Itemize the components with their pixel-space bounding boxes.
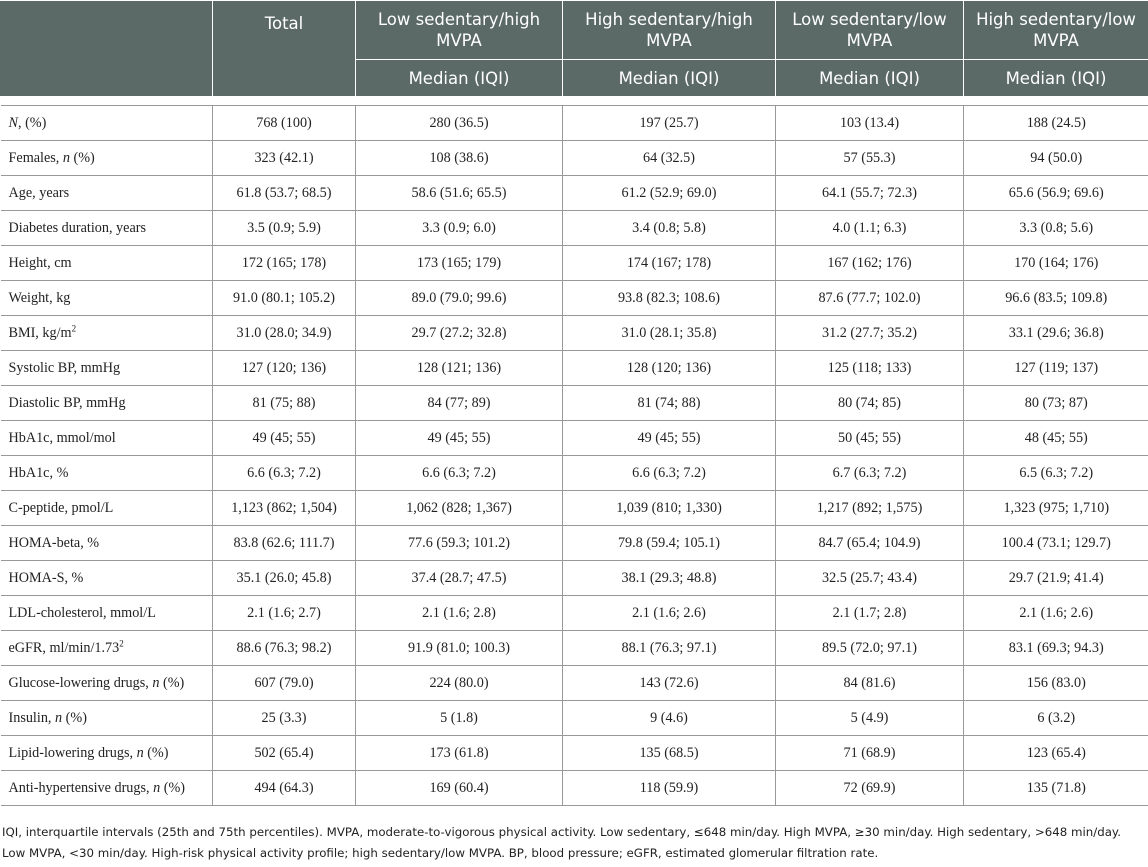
row-label-text: Diabetes duration, years (8, 219, 146, 236)
table-cell: 84.7 (65.4; 104.9) (776, 526, 964, 561)
table-cell: 174 (167; 178) (563, 246, 776, 281)
table-cell: 32.5 (25.7; 43.4) (776, 561, 964, 596)
table-cell: 81 (75; 88) (213, 386, 356, 421)
table-cell: 173 (165; 179) (356, 246, 563, 281)
table-cell: 31.2 (27.7; 35.2) (776, 316, 964, 351)
table-row (1, 386, 1148, 421)
row-label-suffix: (%) (159, 674, 185, 691)
table-cell: 6.7 (6.3; 7.2) (776, 456, 964, 491)
row-label (1, 316, 213, 351)
row-label (1, 526, 213, 561)
header-sub-1: Median (IQI) (356, 60, 563, 97)
table-row (1, 526, 1148, 561)
table-cell: 6 (3.2) (964, 701, 1148, 736)
header-group-4: High sedentary/low MVPA (964, 1, 1148, 60)
table-cell: 173 (61.8) (356, 736, 563, 771)
table-row (1, 281, 1148, 316)
table-cell: 5 (4.9) (776, 701, 964, 736)
table-cell: 37.4 (28.7; 47.5) (356, 561, 563, 596)
row-label-text: Anti-hypertensive drugs, (8, 779, 154, 796)
header-group-2: High sedentary/high MVPA (563, 1, 776, 60)
row-label-superscript: 2 (119, 637, 124, 648)
row-label-italic: n (152, 674, 160, 691)
table-cell: 61.8 (53.7; 68.5) (213, 176, 356, 211)
table-row (1, 736, 1148, 771)
table-cell: 29.7 (27.2; 32.8) (356, 316, 563, 351)
table-cell: 3.3 (0.8; 5.6) (964, 211, 1148, 246)
table-cell: 6.6 (6.3; 7.2) (213, 456, 356, 491)
table-cell: 127 (120; 136) (213, 351, 356, 386)
table-cell: 128 (120; 136) (563, 351, 776, 386)
table-cell: 108 (38.6) (356, 141, 563, 176)
table-cell: 80 (74; 85) (776, 386, 964, 421)
row-label-text: BMI, kg/m (8, 324, 72, 341)
header-sub-4: Median (IQI) (964, 60, 1148, 97)
row-label-suffix: (%) (69, 149, 95, 166)
table-cell: 83.8 (62.6; 111.7) (213, 526, 356, 561)
table-cell: 2.1 (1.7; 2.8) (776, 596, 964, 631)
table-row (1, 596, 1148, 631)
table-cell: 167 (162; 176) (776, 246, 964, 281)
row-label (1, 736, 213, 771)
row-label-text: Weight, kg (8, 289, 71, 306)
table-cell: 502 (65.4) (213, 736, 356, 771)
row-label-text: Females, (8, 149, 63, 166)
table-cell: 607 (79.0) (213, 666, 356, 701)
table-cell: 4.0 (1.1; 6.3) (776, 211, 964, 246)
row-label (1, 701, 213, 736)
table-row (1, 491, 1148, 526)
table-cell: 156 (83.0) (964, 666, 1148, 701)
table-cell: 125 (118; 133) (776, 351, 964, 386)
table-cell: 49 (45; 55) (213, 421, 356, 456)
table-cell: 135 (71.8) (964, 771, 1148, 806)
table-cell: 2.1 (1.6; 2.6) (563, 596, 776, 631)
table-cell: 89.5 (72.0; 97.1) (776, 631, 964, 666)
table-cell: 9 (4.6) (563, 701, 776, 736)
table-cell: 77.6 (59.3; 101.2) (356, 526, 563, 561)
table-cell: 88.6 (76.3; 98.2) (213, 631, 356, 666)
row-label-text: Insulin, (8, 709, 56, 726)
table-row (1, 176, 1148, 211)
table-cell: 31.0 (28.1; 35.8) (563, 316, 776, 351)
table-cell: 3.3 (0.9; 6.0) (356, 211, 563, 246)
table-cell: 91.0 (80.1; 105.2) (213, 281, 356, 316)
table-cell: 100.4 (73.1; 129.7) (964, 526, 1148, 561)
row-label-text: LDL-cholesterol, mmol/L (8, 604, 156, 621)
table-cell: 169 (60.4) (356, 771, 563, 806)
row-label-text: HOMA-beta, % (8, 534, 100, 551)
table-cell: 6.5 (6.3; 7.2) (964, 456, 1148, 491)
table-cell: 1,039 (810; 1,330) (563, 491, 776, 526)
table-cell: 49 (45; 55) (563, 421, 776, 456)
table-cell: 197 (25.7) (563, 106, 776, 141)
table-cell: 72 (69.9) (776, 771, 964, 806)
row-label (1, 386, 213, 421)
table-cell: 93.8 (82.3; 108.6) (563, 281, 776, 316)
row-label (1, 106, 213, 141)
header-total: Total (213, 1, 356, 97)
row-label-text: HOMA-S, % (8, 569, 84, 586)
row-label-text: HbA1c, % (8, 464, 69, 481)
table-cell: 172 (165; 178) (213, 246, 356, 281)
table-row (1, 631, 1148, 666)
row-label (1, 561, 213, 596)
table-cell: 280 (36.5) (356, 106, 563, 141)
table-cell: 6.6 (6.3; 7.2) (563, 456, 776, 491)
table-cell: 94 (50.0) (964, 141, 1148, 176)
table-cell: 3.4 (0.8; 5.8) (563, 211, 776, 246)
row-label (1, 666, 213, 701)
header-sub-2: Median (IQI) (563, 60, 776, 97)
row-label (1, 351, 213, 386)
table-cell: 1,217 (892; 1,575) (776, 491, 964, 526)
table-cell: 494 (64.3) (213, 771, 356, 806)
table-cell: 118 (59.9) (563, 771, 776, 806)
table-row (1, 211, 1148, 246)
table-cell: 2.1 (1.6; 2.7) (213, 596, 356, 631)
table-row (1, 771, 1148, 806)
table-cell: 29.7 (21.9; 41.4) (964, 561, 1148, 596)
table-body (1, 97, 1148, 806)
table-cell: 2.1 (1.6; 2.6) (964, 596, 1148, 631)
table-row (1, 666, 1148, 701)
row-label-italic: n (55, 709, 63, 726)
table-cell: 768 (100) (213, 106, 356, 141)
table-cell: 64.1 (55.7; 72.3) (776, 176, 964, 211)
table-cell: 35.1 (26.0; 45.8) (213, 561, 356, 596)
table-cell: 170 (164; 176) (964, 246, 1148, 281)
table-cell: 31.0 (28.0; 34.9) (213, 316, 356, 351)
table-cell: 5 (1.8) (356, 701, 563, 736)
row-label (1, 246, 213, 281)
table-cell: 2.1 (1.6; 2.8) (356, 596, 563, 631)
row-label-suffix: , (%) (17, 114, 47, 131)
row-label-italic: n (153, 779, 161, 796)
row-label-suffix: (%) (62, 709, 87, 726)
row-label (1, 176, 213, 211)
row-label-text: C-peptide, pmol/L (8, 499, 114, 516)
table-cell: 57 (55.3) (776, 141, 964, 176)
table-cell: 81 (74; 88) (563, 386, 776, 421)
table-header (1, 1, 1148, 97)
table-cell: 25 (3.3) (213, 701, 356, 736)
table-cell: 48 (45; 55) (964, 421, 1148, 456)
row-label (1, 491, 213, 526)
table-cell: 87.6 (77.7; 102.0) (776, 281, 964, 316)
table-cell: 188 (24.5) (964, 106, 1148, 141)
table-cell: 91.9 (81.0; 100.3) (356, 631, 563, 666)
table-cell: 103 (13.4) (776, 106, 964, 141)
row-label-text: Systolic BP, mmHg (8, 359, 121, 376)
row-label (1, 281, 213, 316)
row-label-italic: N (8, 114, 18, 131)
table-cell: 6.6 (6.3; 7.2) (356, 456, 563, 491)
header-gap-row (1, 97, 1148, 106)
table-cell: 135 (68.5) (563, 736, 776, 771)
table-cell: 84 (77; 89) (356, 386, 563, 421)
table-cell: 33.1 (29.6; 36.8) (964, 316, 1148, 351)
header-group-1: Low sedentary/high MVPA (356, 1, 563, 60)
row-label (1, 596, 213, 631)
row-label-suffix: (%) (160, 779, 186, 796)
table-cell: 65.6 (56.9; 69.6) (964, 176, 1148, 211)
row-label-text: Age, years (8, 184, 70, 201)
table-cell: 71 (68.9) (776, 736, 964, 771)
row-label-text: Diastolic BP, mmHg (8, 394, 126, 411)
table-row (1, 701, 1148, 736)
table-cell: 127 (119; 137) (964, 351, 1148, 386)
table-row (1, 421, 1148, 456)
header-group-3: Low sedentary/low MVPA (776, 1, 964, 60)
table-cell: 58.6 (51.6; 65.5) (356, 176, 563, 211)
row-label-suffix: (%) (143, 744, 169, 761)
table-cell: 38.1 (29.3; 48.8) (563, 561, 776, 596)
table-cell: 84 (81.6) (776, 666, 964, 701)
row-label-italic: n (136, 744, 144, 761)
table-cell: 224 (80.0) (356, 666, 563, 701)
row-label-text: Lipid-lowering drugs, (8, 744, 137, 761)
row-label (1, 456, 213, 491)
row-label-text: HbA1c, mmol/mol (8, 429, 116, 446)
table-row (1, 246, 1148, 281)
row-label (1, 211, 213, 246)
table-cell: 96.6 (83.5; 109.8) (964, 281, 1148, 316)
table-cell: 61.2 (52.9; 69.0) (563, 176, 776, 211)
table-row (1, 561, 1148, 596)
table-cell: 323 (42.1) (213, 141, 356, 176)
header-blank-cell (1, 1, 213, 97)
table-cell: 50 (45; 55) (776, 421, 964, 456)
table-row (1, 141, 1148, 176)
table-cell: 1,123 (862; 1,504) (213, 491, 356, 526)
table-footnote: IQI, interquartile intervals (25th and 75th percentiles). MVPA, moderate-to-vigorous physical activity. Low sedentary, ≤648 min/day. High MVPA, ≥30 min/day. High sedentary, >648 min/day. Low MVPA, <30 min/day. High-risk physical activity profile; high sedentary/low MVPA. BP, blood pressure; eGFR, estimated glomerular filtration rate. (2, 825, 1121, 860)
table-cell: 3.5 (0.9; 5.9) (213, 211, 356, 246)
table-row (1, 106, 1148, 141)
row-label-text: Height, cm (8, 254, 72, 271)
table-cell: 83.1 (69.3; 94.3) (964, 631, 1148, 666)
row-label (1, 141, 213, 176)
table-cell: 123 (65.4) (964, 736, 1148, 771)
row-label-text: Glucose-lowering drugs, (8, 674, 153, 691)
table-cell: 79.8 (59.4; 105.1) (563, 526, 776, 561)
table-cell: 143 (72.6) (563, 666, 776, 701)
row-label-text: eGFR, ml/min/1.73 (8, 639, 120, 656)
header-sub-3: Median (IQI) (776, 60, 964, 97)
row-label (1, 421, 213, 456)
table-row (1, 456, 1148, 491)
table-cell: 1,062 (828; 1,367) (356, 491, 563, 526)
table-cell: 89.0 (79.0; 99.6) (356, 281, 563, 316)
row-label (1, 631, 213, 666)
table-cell: 49 (45; 55) (356, 421, 563, 456)
row-label-superscript: 2 (71, 322, 77, 333)
table-cell: 88.1 (76.3; 97.1) (563, 631, 776, 666)
table-cell: 1,323 (975; 1,710) (964, 491, 1148, 526)
table-row (1, 316, 1148, 351)
row-label-italic: n (62, 149, 70, 166)
table-cell: 64 (32.5) (563, 141, 776, 176)
table-cell: 128 (121; 136) (356, 351, 563, 386)
table-cell: 80 (73; 87) (964, 386, 1148, 421)
table-row (1, 351, 1148, 386)
row-label (1, 771, 213, 806)
